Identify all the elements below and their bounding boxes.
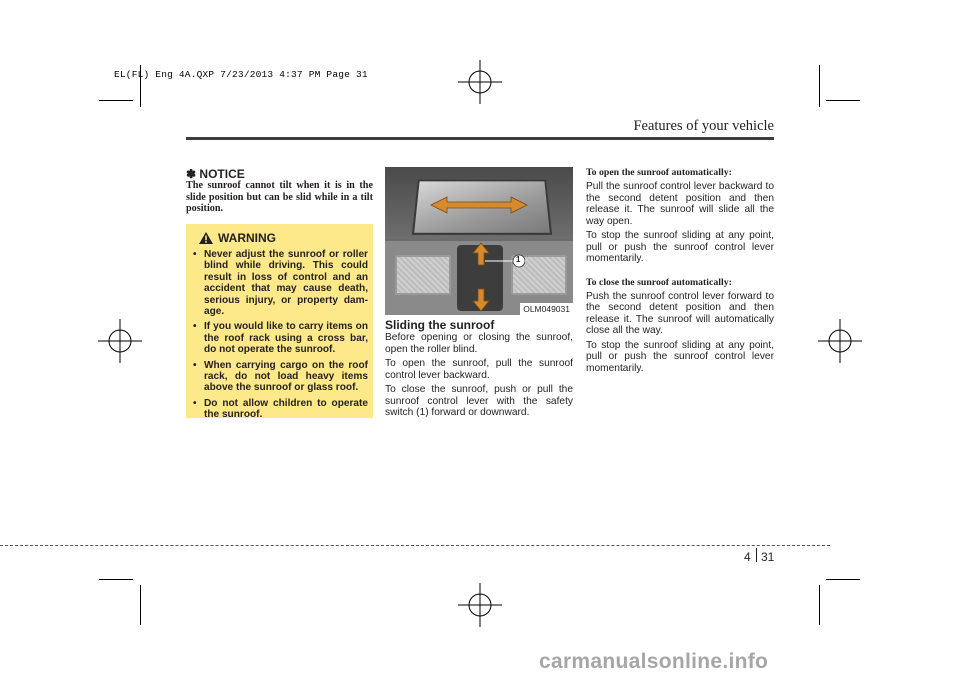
bullet: • <box>193 249 197 260</box>
automatic-operation-column <box>586 167 774 377</box>
bullet: • <box>193 359 197 371</box>
sliding-paragraph: Before opening or closing the sunroof, open the roller blind. <box>385 332 573 355</box>
warning-list <box>190 249 368 425</box>
header-rule <box>186 137 774 140</box>
crop-mark <box>826 100 860 101</box>
auto-close-heading: To close the sunroof automatically: <box>586 276 732 288</box>
notice-symbol: ✽ <box>186 167 197 181</box>
warning-item <box>190 398 368 421</box>
notice-heading <box>186 167 245 181</box>
section-number: 4 <box>744 550 751 564</box>
crop-mark <box>140 585 141 625</box>
registration-mark-left <box>98 319 142 363</box>
page-number: 31 <box>761 550 775 564</box>
crop-mark <box>819 585 820 625</box>
sliding-body <box>385 332 573 422</box>
figure-code: OLM049031 <box>520 303 573 315</box>
warning-box <box>186 224 373 421</box>
crop-mark <box>99 579 133 580</box>
watermark: carmanualsonline.info <box>539 650 769 673</box>
figure-map-lamp-left <box>395 255 451 295</box>
slide-arrow-icon <box>425 189 533 217</box>
warning-heading <box>199 231 276 245</box>
crop-mark <box>819 65 820 107</box>
warning-item-text: Never adjust the sunroof or roller blind while driving. This could result in loss of control and an accident that may cause death, serious injury, or property dam-age. <box>204 249 368 318</box>
print-slug: EL(FL) Eng 4A.QXP 7/23/2013 4:37 PM Page 31 <box>114 69 368 80</box>
warning-item-text: If you would like to carry items on the roof rack using a cross bar, do not operate the sunroof. <box>204 321 368 356</box>
warning-item <box>190 321 368 355</box>
warning-item-text: Do not allow children to operate the sunroof. <box>204 397 368 421</box>
footer-dashed-rule <box>0 545 830 546</box>
auto-open-paragraph: Pull the sunroof control lever backward to the second detent position and then release it. The sunroof will slide all the way open. <box>586 181 774 227</box>
registration-mark-right <box>818 319 862 363</box>
crop-mark <box>99 100 133 101</box>
warning-item-text: When carrying cargo on the roof rack, do not load heavy items above the sunroof or glass roof. <box>204 359 368 394</box>
auto-close-paragraph: To stop the sunroof sliding at any point, pull or push the sunroof control lever momentarily. <box>586 339 774 374</box>
lever-arrows-icon <box>469 241 493 313</box>
warning-triangle-icon <box>199 232 213 244</box>
section-title: Features of your vehicle <box>633 118 774 134</box>
sliding-paragraph: To close the sunroof, push or pull the sunroof control lever with the safety switch (1) forward or downward. <box>385 384 573 418</box>
auto-open-paragraph: To stop the sunroof sliding at any point, pull or push the sunroof control lever momentarily. <box>586 230 774 264</box>
registration-mark-bottom <box>458 583 502 627</box>
figure-callout-number: 1 <box>516 255 521 264</box>
warning-item <box>190 249 368 317</box>
sliding-paragraph: To open the sunroof, pull the sunroof control lever backward. <box>385 358 573 381</box>
auto-open-heading: To open the sunroof automatically: <box>586 167 732 178</box>
sliding-heading: Sliding the sunroof <box>385 318 495 332</box>
warning-item <box>190 360 368 394</box>
crop-mark <box>826 579 860 580</box>
bullet: • <box>193 397 197 409</box>
auto-close-paragraph: Push the sunroof control lever forward to the second detent position and then release it. The sunroof will automatically close all the way. <box>586 290 774 336</box>
notice-title: NOTICE <box>199 167 245 181</box>
bullet: • <box>193 321 197 333</box>
sunroof-figure <box>385 167 573 315</box>
spacer <box>586 268 774 277</box>
page-number-separator <box>756 548 757 562</box>
notice-body: The sunroof cannot tilt when it is in the slide position but can be slid while in a tilt position. <box>186 180 373 215</box>
registration-mark-top <box>458 60 502 104</box>
warning-title: WARNING <box>218 231 276 245</box>
